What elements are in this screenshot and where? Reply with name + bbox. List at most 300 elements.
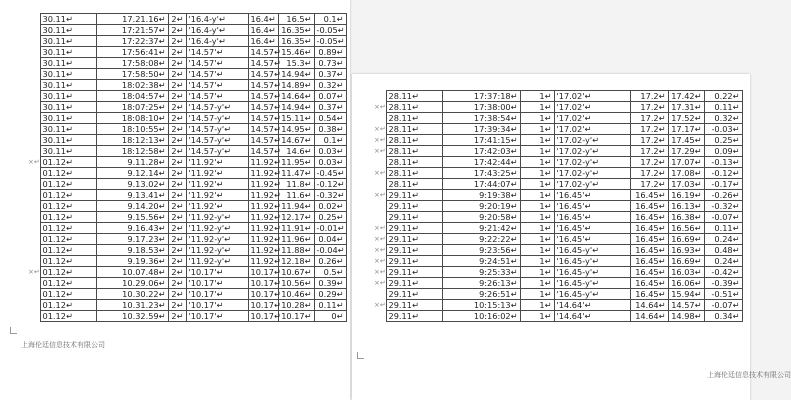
- date-cell: 28.11↵: [386, 135, 442, 146]
- date-cell: 29.11↵: [386, 300, 442, 311]
- value-b-cell: 10.56↵: [278, 278, 314, 289]
- row-marker: [26, 146, 40, 157]
- date-cell: 29.11↵: [386, 256, 442, 267]
- table-row: [372, 179, 742, 190]
- time-cell: 17:42:44↵: [442, 157, 520, 168]
- value-b-cell: 15.46↵: [278, 47, 314, 58]
- delta-cell: -0.04↵: [314, 245, 346, 256]
- count-cell: 2↵: [168, 245, 186, 256]
- value-a-cell: 16.45↵: [630, 190, 668, 201]
- row-marker: [26, 113, 40, 124]
- value-b-cell: 16.35↵: [278, 36, 314, 47]
- row-marker: [372, 157, 386, 168]
- count-cell: 2↵: [168, 25, 186, 36]
- value-b-cell: 11.88↵: [278, 245, 314, 256]
- date-cell: 01.12↵: [40, 179, 96, 190]
- row-marker: ×↵: [374, 224, 386, 232]
- count-cell: 1↵: [520, 135, 554, 146]
- table-row: [26, 212, 346, 223]
- time-cell: 9:20:58↵: [442, 212, 520, 223]
- delta-cell: -0.13↵: [704, 157, 742, 168]
- value-a-cell: 14.57↵: [248, 47, 278, 58]
- value-a-cell: 10.17↵: [248, 311, 278, 322]
- time-cell: 9.16.43↵: [96, 223, 168, 234]
- count-cell: 2↵: [168, 124, 186, 135]
- table-row: [26, 124, 346, 135]
- value-a-cell: 16.45↵: [630, 234, 668, 245]
- code-cell: '11.92'↵: [186, 157, 248, 168]
- code-cell: '11.92-y'↵: [186, 223, 248, 234]
- delta-cell: 0.5↵: [314, 267, 346, 278]
- count-cell: 1↵: [520, 256, 554, 267]
- table-row: [372, 212, 742, 223]
- row-marker: [26, 14, 40, 25]
- date-cell: 30.11↵: [40, 124, 96, 135]
- table-row: [372, 311, 742, 322]
- time-cell: 9.17.23↵: [96, 234, 168, 245]
- value-a-cell: 16.45↵: [630, 245, 668, 256]
- table-row: [372, 113, 742, 124]
- code-cell: '14.57'↵: [186, 58, 248, 69]
- row-marker: [26, 278, 40, 289]
- count-cell: 2↵: [168, 102, 186, 113]
- delta-cell: 0.24↵: [704, 256, 742, 267]
- row-marker: ×↵: [374, 169, 386, 177]
- delta-cell: 0.34↵: [704, 311, 742, 322]
- table-row: [26, 69, 346, 80]
- table-row: [372, 124, 742, 135]
- delta-cell: 0.11↵: [704, 102, 742, 113]
- delta-cell: -0.05↵: [314, 36, 346, 47]
- delta-cell: -0.39↵: [704, 278, 742, 289]
- value-a-cell: 16.45↵: [630, 201, 668, 212]
- code-cell: '10.17'↵: [186, 311, 248, 322]
- document-page-left: [0, 0, 350, 400]
- row-marker: [26, 212, 40, 223]
- time-cell: 9:21:42↵: [442, 223, 520, 234]
- code-cell: '16.45-y'↵: [554, 267, 630, 278]
- value-a-cell: 16.45↵: [630, 256, 668, 267]
- count-cell: 1↵: [520, 91, 554, 102]
- table-row: [372, 300, 742, 311]
- code-cell: '10.17'↵: [186, 267, 248, 278]
- time-cell: 9.15.56↵: [96, 212, 168, 223]
- code-cell: '14.57-y'↵: [186, 146, 248, 157]
- value-b-cell: 17.42↵: [668, 91, 704, 102]
- value-b-cell: 16.03↵: [668, 267, 704, 278]
- table-row: [26, 300, 346, 311]
- table-row: [26, 190, 346, 201]
- count-cell: 1↵: [520, 190, 554, 201]
- value-a-cell: 14.57↵: [248, 124, 278, 135]
- value-b-cell: 10.46↵: [278, 289, 314, 300]
- count-cell: 2↵: [168, 212, 186, 223]
- table-row: [26, 135, 346, 146]
- value-b-cell: 14.6↵: [278, 146, 314, 157]
- row-marker: [26, 25, 40, 36]
- time-cell: 17:41:15↵: [442, 135, 520, 146]
- table-row: [372, 102, 742, 113]
- row-marker: [26, 124, 40, 135]
- count-cell: 2↵: [168, 278, 186, 289]
- value-b-cell: 14.89↵: [278, 80, 314, 91]
- row-marker: [26, 102, 40, 113]
- table-row: [26, 256, 346, 267]
- delta-cell: 0.39↵: [314, 278, 346, 289]
- count-cell: 2↵: [168, 14, 186, 25]
- code-cell: '16.4-y'↵: [186, 14, 248, 25]
- time-cell: 9.14.20↵: [96, 201, 168, 212]
- count-cell: 2↵: [168, 69, 186, 80]
- count-cell: 2↵: [168, 58, 186, 69]
- delta-cell: 0.32↵: [314, 80, 346, 91]
- time-cell: 17:56:41↵: [96, 47, 168, 58]
- delta-cell: 0.25↵: [704, 135, 742, 146]
- time-cell: 17:42:03↵: [442, 146, 520, 157]
- table-row: [26, 168, 346, 179]
- count-cell: 2↵: [168, 157, 186, 168]
- delta-cell: 0.73↵: [314, 58, 346, 69]
- table-row: [26, 234, 346, 245]
- value-a-cell: 11.92↵: [248, 201, 278, 212]
- delta-cell: -0.07↵: [704, 212, 742, 223]
- time-cell: 10.29.06↵: [96, 278, 168, 289]
- value-b-cell: 11.94↵: [278, 201, 314, 212]
- count-cell: 1↵: [520, 234, 554, 245]
- delta-cell: 0.1↵: [314, 135, 346, 146]
- delta-cell: 0.1↵: [314, 14, 346, 25]
- code-cell: '16.45'↵: [554, 223, 630, 234]
- count-cell: 1↵: [520, 245, 554, 256]
- table-row: [26, 245, 346, 256]
- value-b-cell: 14.94↵: [278, 102, 314, 113]
- row-marker: [26, 256, 40, 267]
- row-marker: ×↵: [374, 125, 386, 133]
- delta-cell: -0.42↵: [704, 267, 742, 278]
- row-marker: [26, 223, 40, 234]
- value-a-cell: 16.45↵: [630, 278, 668, 289]
- time-cell: 18:10:55↵: [96, 124, 168, 135]
- date-cell: 30.11↵: [40, 58, 96, 69]
- code-cell: '10.17'↵: [186, 278, 248, 289]
- table-row: [372, 245, 742, 256]
- measurement-table-right: [372, 90, 743, 322]
- value-b-cell: 11.47↵: [278, 168, 314, 179]
- count-cell: 1↵: [520, 223, 554, 234]
- value-b-cell: 16.35↵: [278, 25, 314, 36]
- date-cell: 01.12↵: [40, 157, 96, 168]
- count-cell: 1↵: [520, 179, 554, 190]
- value-b-cell: 16.19↵: [668, 190, 704, 201]
- count-cell: 2↵: [168, 179, 186, 190]
- value-a-cell: 10.17↵: [248, 289, 278, 300]
- code-cell: '17.02-y'↵: [554, 179, 630, 190]
- time-cell: 10.32.59↵: [96, 311, 168, 322]
- table-row: [372, 256, 742, 267]
- page-corner-mark: [357, 352, 364, 359]
- value-a-cell: 14.57↵: [248, 91, 278, 102]
- code-cell: '11.92'↵: [186, 179, 248, 190]
- count-cell: 1↵: [520, 267, 554, 278]
- time-cell: 18:12:58↵: [96, 146, 168, 157]
- value-a-cell: 17.2↵: [630, 146, 668, 157]
- time-cell: 17:43:25↵: [442, 168, 520, 179]
- code-cell: '16.45-y'↵: [554, 278, 630, 289]
- code-cell: '16.4-y'↵: [186, 36, 248, 47]
- date-cell: 30.11↵: [40, 69, 96, 80]
- table-row: [372, 201, 742, 212]
- value-b-cell: 10.17↵: [278, 311, 314, 322]
- value-b-cell: 15.3↵: [278, 58, 314, 69]
- delta-cell: 0.11↵: [704, 223, 742, 234]
- time-cell: 9.12.14↵: [96, 168, 168, 179]
- row-marker: ×↵: [374, 235, 386, 243]
- value-b-cell: 14.98↵: [668, 311, 704, 322]
- delta-cell: -0.12↵: [314, 179, 346, 190]
- value-a-cell: 14.57↵: [248, 58, 278, 69]
- value-a-cell: 16.45↵: [630, 212, 668, 223]
- date-cell: 30.11↵: [40, 135, 96, 146]
- code-cell: '17.02-y'↵: [554, 168, 630, 179]
- value-b-cell: 11.8↵: [278, 179, 314, 190]
- code-cell: '16.45'↵: [554, 190, 630, 201]
- row-marker: [26, 234, 40, 245]
- count-cell: 1↵: [520, 124, 554, 135]
- time-cell: 9:25:33↵: [442, 267, 520, 278]
- code-cell: '16.45'↵: [554, 201, 630, 212]
- value-b-cell: 17.07↵: [668, 157, 704, 168]
- value-b-cell: 17.03↵: [668, 179, 704, 190]
- date-cell: 30.11↵: [40, 36, 96, 47]
- value-b-cell: 16.69↵: [668, 234, 704, 245]
- table-row: [372, 190, 742, 201]
- delta-cell: 0.25↵: [314, 212, 346, 223]
- value-a-cell: 14.64↵: [630, 311, 668, 322]
- value-a-cell: 17.2↵: [630, 124, 668, 135]
- count-cell: 2↵: [168, 146, 186, 157]
- value-b-cell: 17.31↵: [668, 102, 704, 113]
- page-footer: 上海伦廷信息技术有限公司: [21, 341, 105, 349]
- value-b-cell: 14.67↵: [278, 135, 314, 146]
- value-a-cell: 17.2↵: [630, 179, 668, 190]
- row-marker: [372, 212, 386, 223]
- row-marker: ×↵: [28, 158, 40, 166]
- delta-cell: -0.07↵: [704, 300, 742, 311]
- table-row: [26, 278, 346, 289]
- date-cell: 29.11↵: [386, 223, 442, 234]
- value-a-cell: 14.57↵: [248, 113, 278, 124]
- date-cell: 30.11↵: [40, 14, 96, 25]
- code-cell: '14.57-y'↵: [186, 102, 248, 113]
- date-cell: 01.12↵: [40, 201, 96, 212]
- table-row: [26, 25, 346, 36]
- time-cell: 9.19.36↵: [96, 256, 168, 267]
- delta-cell: 0.03↵: [314, 146, 346, 157]
- delta-cell: 0↵: [314, 311, 346, 322]
- code-cell: '17.02'↵: [554, 113, 630, 124]
- delta-cell: -0.05↵: [314, 25, 346, 36]
- time-cell: 9:22:22↵: [442, 234, 520, 245]
- row-marker: [26, 179, 40, 190]
- table-row: [26, 146, 346, 157]
- value-b-cell: 17.52↵: [668, 113, 704, 124]
- delta-cell: 0.04↵: [314, 234, 346, 245]
- value-a-cell: 11.92↵: [248, 168, 278, 179]
- row-marker: [26, 91, 40, 102]
- delta-cell: 0.37↵: [314, 69, 346, 80]
- date-cell: 29.11↵: [386, 311, 442, 322]
- code-cell: '10.17'↵: [186, 289, 248, 300]
- delta-cell: -0.03↵: [704, 124, 742, 135]
- table-row: [26, 311, 346, 322]
- date-cell: 01.12↵: [40, 278, 96, 289]
- row-marker: [26, 69, 40, 80]
- date-cell: 30.11↵: [40, 80, 96, 91]
- time-cell: 17:44:07↵: [442, 179, 520, 190]
- value-a-cell: 16.45↵: [630, 223, 668, 234]
- code-cell: '10.17'↵: [186, 300, 248, 311]
- time-cell: 18:02:38↵: [96, 80, 168, 91]
- row-marker: [26, 58, 40, 69]
- time-cell: 9:26:51↵: [442, 289, 520, 300]
- time-cell: 10.30.22↵: [96, 289, 168, 300]
- time-cell: 9.13.02↵: [96, 179, 168, 190]
- code-cell: '17.02-y'↵: [554, 146, 630, 157]
- count-cell: 2↵: [168, 190, 186, 201]
- row-marker: ×↵: [374, 279, 386, 287]
- row-marker: [26, 245, 40, 256]
- delta-cell: 0.11↵: [314, 300, 346, 311]
- row-marker: ×↵: [374, 257, 386, 265]
- row-marker: [372, 91, 386, 102]
- code-cell: '16.45-y'↵: [554, 245, 630, 256]
- row-marker: ×↵: [374, 136, 386, 144]
- value-a-cell: 17.2↵: [630, 113, 668, 124]
- time-cell: 17:39:34↵: [442, 124, 520, 135]
- count-cell: 2↵: [168, 201, 186, 212]
- table-row: [26, 14, 346, 25]
- value-a-cell: 14.64↵: [630, 300, 668, 311]
- code-cell: '17.02'↵: [554, 91, 630, 102]
- delta-cell: 0.37↵: [314, 102, 346, 113]
- delta-cell: -0.45↵: [314, 168, 346, 179]
- time-cell: 17:37:18↵: [442, 91, 520, 102]
- count-cell: 1↵: [520, 300, 554, 311]
- row-marker: [372, 113, 386, 124]
- row-marker: [26, 168, 40, 179]
- time-cell: 9:23:56↵: [442, 245, 520, 256]
- row-marker: ×↵: [374, 301, 386, 309]
- value-b-cell: 10.67↵: [278, 267, 314, 278]
- row-marker: ×↵: [374, 191, 386, 199]
- value-b-cell: 15.94↵: [668, 289, 704, 300]
- table-row: [26, 223, 346, 234]
- value-a-cell: 16.4↵: [248, 36, 278, 47]
- row-marker: ×↵: [374, 246, 386, 254]
- code-cell: '17.02'↵: [554, 124, 630, 135]
- table-row: [372, 278, 742, 289]
- code-cell: '14.57-y'↵: [186, 124, 248, 135]
- time-cell: 17.21.16↵: [96, 14, 168, 25]
- date-cell: 01.12↵: [40, 300, 96, 311]
- count-cell: 2↵: [168, 311, 186, 322]
- value-b-cell: 10.28↵: [278, 300, 314, 311]
- row-marker: ×↵: [28, 268, 40, 276]
- code-cell: '11.92'↵: [186, 201, 248, 212]
- table-row: [26, 201, 346, 212]
- value-b-cell: 16.69↵: [668, 256, 704, 267]
- value-a-cell: 16.45↵: [630, 267, 668, 278]
- delta-cell: 0.38↵: [314, 124, 346, 135]
- value-a-cell: 14.57↵: [248, 146, 278, 157]
- code-cell: '17.02-y'↵: [554, 135, 630, 146]
- value-b-cell: 17.08↵: [668, 168, 704, 179]
- code-cell: '16.45'↵: [554, 234, 630, 245]
- table-row: [372, 234, 742, 245]
- value-a-cell: 11.92↵: [248, 245, 278, 256]
- row-marker: [26, 36, 40, 47]
- value-b-cell: 16.56↵: [668, 223, 704, 234]
- value-b-cell: 11.6↵: [278, 190, 314, 201]
- date-cell: 01.12↵: [40, 234, 96, 245]
- count-cell: 2↵: [168, 36, 186, 47]
- value-a-cell: 14.57↵: [248, 135, 278, 146]
- value-a-cell: 17.2↵: [630, 91, 668, 102]
- delta-cell: -0.17↵: [704, 179, 742, 190]
- code-cell: '16.45'↵: [554, 212, 630, 223]
- measurement-table-left: [26, 13, 347, 322]
- count-cell: 2↵: [168, 267, 186, 278]
- code-cell: '16.4-y'↵: [186, 25, 248, 36]
- code-cell: '16.45-y'↵: [554, 256, 630, 267]
- row-marker: ×↵: [374, 268, 386, 276]
- value-b-cell: 14.95↵: [278, 124, 314, 135]
- table-row: [372, 223, 742, 234]
- date-cell: 01.12↵: [40, 212, 96, 223]
- time-cell: 17:58:50↵: [96, 69, 168, 80]
- date-cell: 29.11↵: [386, 267, 442, 278]
- row-marker: [26, 135, 40, 146]
- value-a-cell: 11.92↵: [248, 256, 278, 267]
- date-cell: 29.11↵: [386, 201, 442, 212]
- time-cell: 9.13.41↵: [96, 190, 168, 201]
- count-cell: 1↵: [520, 157, 554, 168]
- document-page-right: [352, 74, 791, 400]
- date-cell: 29.11↵: [386, 289, 442, 300]
- date-cell: 01.12↵: [40, 245, 96, 256]
- count-cell: 1↵: [520, 212, 554, 223]
- count-cell: 1↵: [520, 168, 554, 179]
- time-cell: 17:38:00↵: [442, 102, 520, 113]
- delta-cell: 0.32↵: [704, 113, 742, 124]
- count-cell: 2↵: [168, 223, 186, 234]
- table-row: [26, 58, 346, 69]
- date-cell: 28.11↵: [386, 124, 442, 135]
- value-a-cell: 14.57↵: [248, 102, 278, 113]
- delta-cell: 0.03↵: [314, 157, 346, 168]
- time-cell: 17:21:57↵: [96, 25, 168, 36]
- code-cell: '14.57-y'↵: [186, 113, 248, 124]
- date-cell: 30.11↵: [40, 113, 96, 124]
- table-row: [372, 267, 742, 278]
- time-cell: 18:07:25↵: [96, 102, 168, 113]
- count-cell: 1↵: [520, 289, 554, 300]
- date-cell: 29.11↵: [386, 245, 442, 256]
- date-cell: 01.12↵: [40, 267, 96, 278]
- time-cell: 18:12:13↵: [96, 135, 168, 146]
- value-a-cell: 10.17↵: [248, 300, 278, 311]
- date-cell: 30.11↵: [40, 146, 96, 157]
